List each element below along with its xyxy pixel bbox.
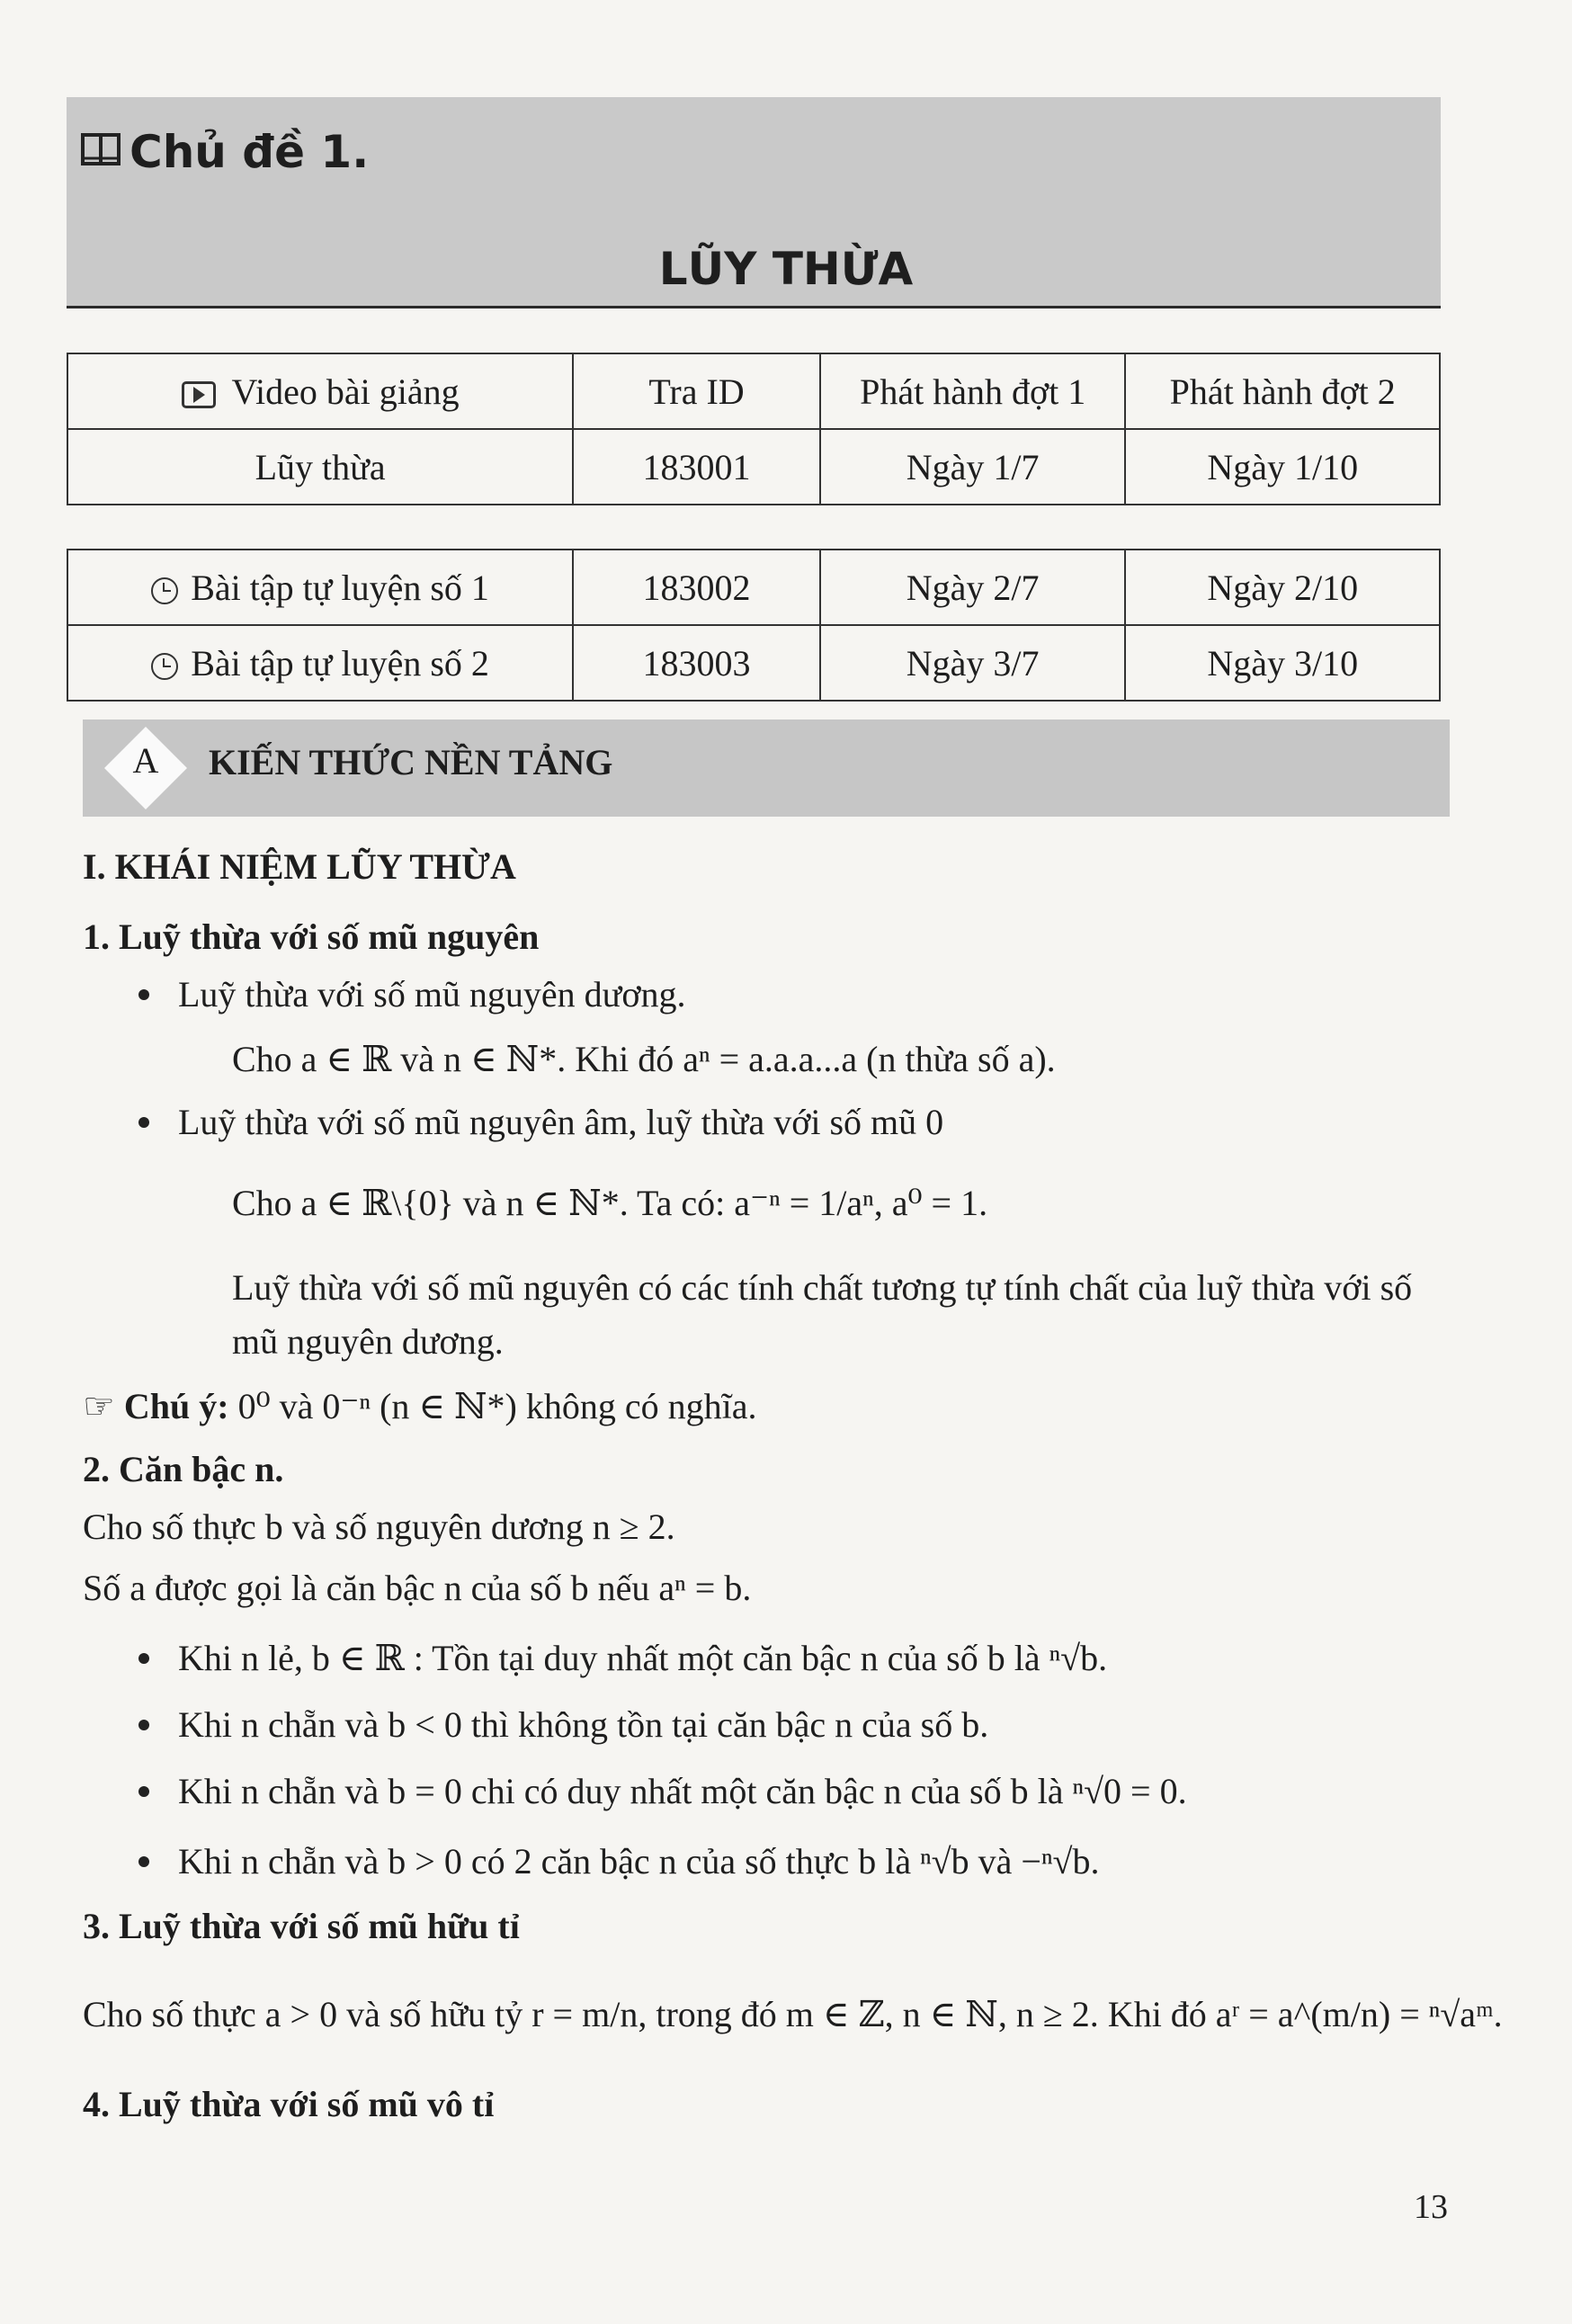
definition-positive: Cho a ∈ ℝ và n ∈ ℕ*. Khi đó aⁿ = a.a.a...a (n thừa số a). (232, 1039, 1056, 1079)
table-row (67, 625, 1440, 701)
clock-icon (151, 577, 178, 604)
table-row (67, 550, 1440, 625)
section-title: KIẾN THỨC NỀN TẢNG (209, 742, 613, 782)
table-cell: 183002 (573, 550, 820, 625)
exercise-label: Bài tập tự luyện số 1 (191, 567, 489, 608)
table-cell: 183001 (573, 429, 820, 505)
video-header-label: Video bài giảng (231, 371, 460, 412)
table-cell (67, 625, 573, 701)
paragraph-2: Số a được gọi là căn bậc n của số b nếu aⁿ = b. (83, 1568, 752, 1608)
table-cell: Ngày 1/7 (820, 429, 1126, 505)
note-text: 0⁰ và 0⁻ⁿ (n ∈ ℕ*) không có nghĩa. (237, 1386, 757, 1426)
exercise-table (67, 549, 1441, 702)
bullet-even-zero: Khi n chẵn và b = 0 chi có duy nhất một căn bậc n của số b là ⁿ√0 = 0. (178, 1768, 1187, 1815)
page-title: LŨY THỪA (658, 243, 914, 295)
clock-icon (151, 653, 178, 680)
table-cell: Lũy thừa (67, 429, 573, 505)
table-cell: Ngày 3/7 (820, 625, 1126, 701)
page-number: 13 (1414, 2188, 1448, 2226)
bullet-even-negative: Khi n chẵn và b < 0 thì không tồn tại căn bậc n của số b. (178, 1702, 988, 1748)
table-cell: Ngày 3/10 (1125, 625, 1440, 701)
table-cell: Ngày 2/7 (820, 550, 1126, 625)
note (83, 1383, 757, 1430)
bullet-odd-n: Khi n lẻ, b ∈ ℝ : Tồn tại duy nhất một căn bậc n của số b là ⁿ√b. (178, 1635, 1107, 1682)
table-cell: Ngày 2/10 (1125, 550, 1440, 625)
pointing-hand-icon: ☞ (83, 1386, 115, 1426)
subheading-4: 4. Luỹ thừa với số mũ vô tỉ (83, 2084, 495, 2124)
definition-negative: Cho a ∈ ℝ\{0} và n ∈ ℕ*. Ta có: a⁻ⁿ = 1/aⁿ, a⁰ = 1. (232, 1183, 988, 1223)
table-header-cell: Tra ID (573, 353, 820, 429)
paragraph-1: Cho số thực b và số nguyên dương n ≥ 2. (83, 1506, 675, 1547)
table-header-cell: Phát hành đợt 1 (820, 353, 1126, 429)
table-cell (67, 550, 573, 625)
property-line-2: mũ nguyên dương. (232, 1321, 504, 1362)
paragraph-rational: Cho số thực a > 0 và số hữu tỷ r = m/n, trong đó m ∈ ℤ, n ∈ ℕ, n ≥ 2. Khi đó aʳ = a^(m/n) = ⁿ√aᵐ. (83, 1994, 1503, 2034)
table-header-cell: Phát hành đợt 2 (1125, 353, 1440, 429)
video-header-cell (67, 353, 573, 429)
note-label: Chú ý: (123, 1386, 229, 1426)
video-table (67, 353, 1441, 505)
table-cell: Ngày 1/10 (1125, 429, 1440, 505)
section-letter: A (132, 740, 159, 781)
subheading-2: 2. Căn bậc n. (83, 1449, 284, 1489)
heading-1: I. KHÁI NIỆM LŨY THỪA (83, 846, 516, 887)
chapter-label: Chủ đề 1. (130, 126, 370, 178)
play-icon (182, 381, 216, 408)
book-icon (81, 131, 121, 167)
property-line-1: Luỹ thừa với số mũ nguyên có các tính chất tương tự tính chất của luỹ thừa với số (232, 1267, 1413, 1308)
subheading-1: 1. Luỹ thừa với số mũ nguyên (83, 916, 540, 957)
table-cell: 183003 (573, 625, 820, 701)
bullet-even-positive: Khi n chẵn và b > 0 có 2 căn bậc n của số thực b là ⁿ√b và −ⁿ√b. (178, 1838, 1100, 1885)
exercise-label: Bài tập tự luyện số 2 (191, 642, 489, 684)
bullet-negative-exponent: Luỹ thừa với số mũ nguyên âm, luỹ thừa với số mũ 0 (178, 1099, 943, 1146)
bullet-positive-exponent: Luỹ thừa với số mũ nguyên dương. (178, 971, 686, 1018)
subheading-3: 3. Luỹ thừa với số mũ hữu tỉ (83, 1906, 520, 1946)
